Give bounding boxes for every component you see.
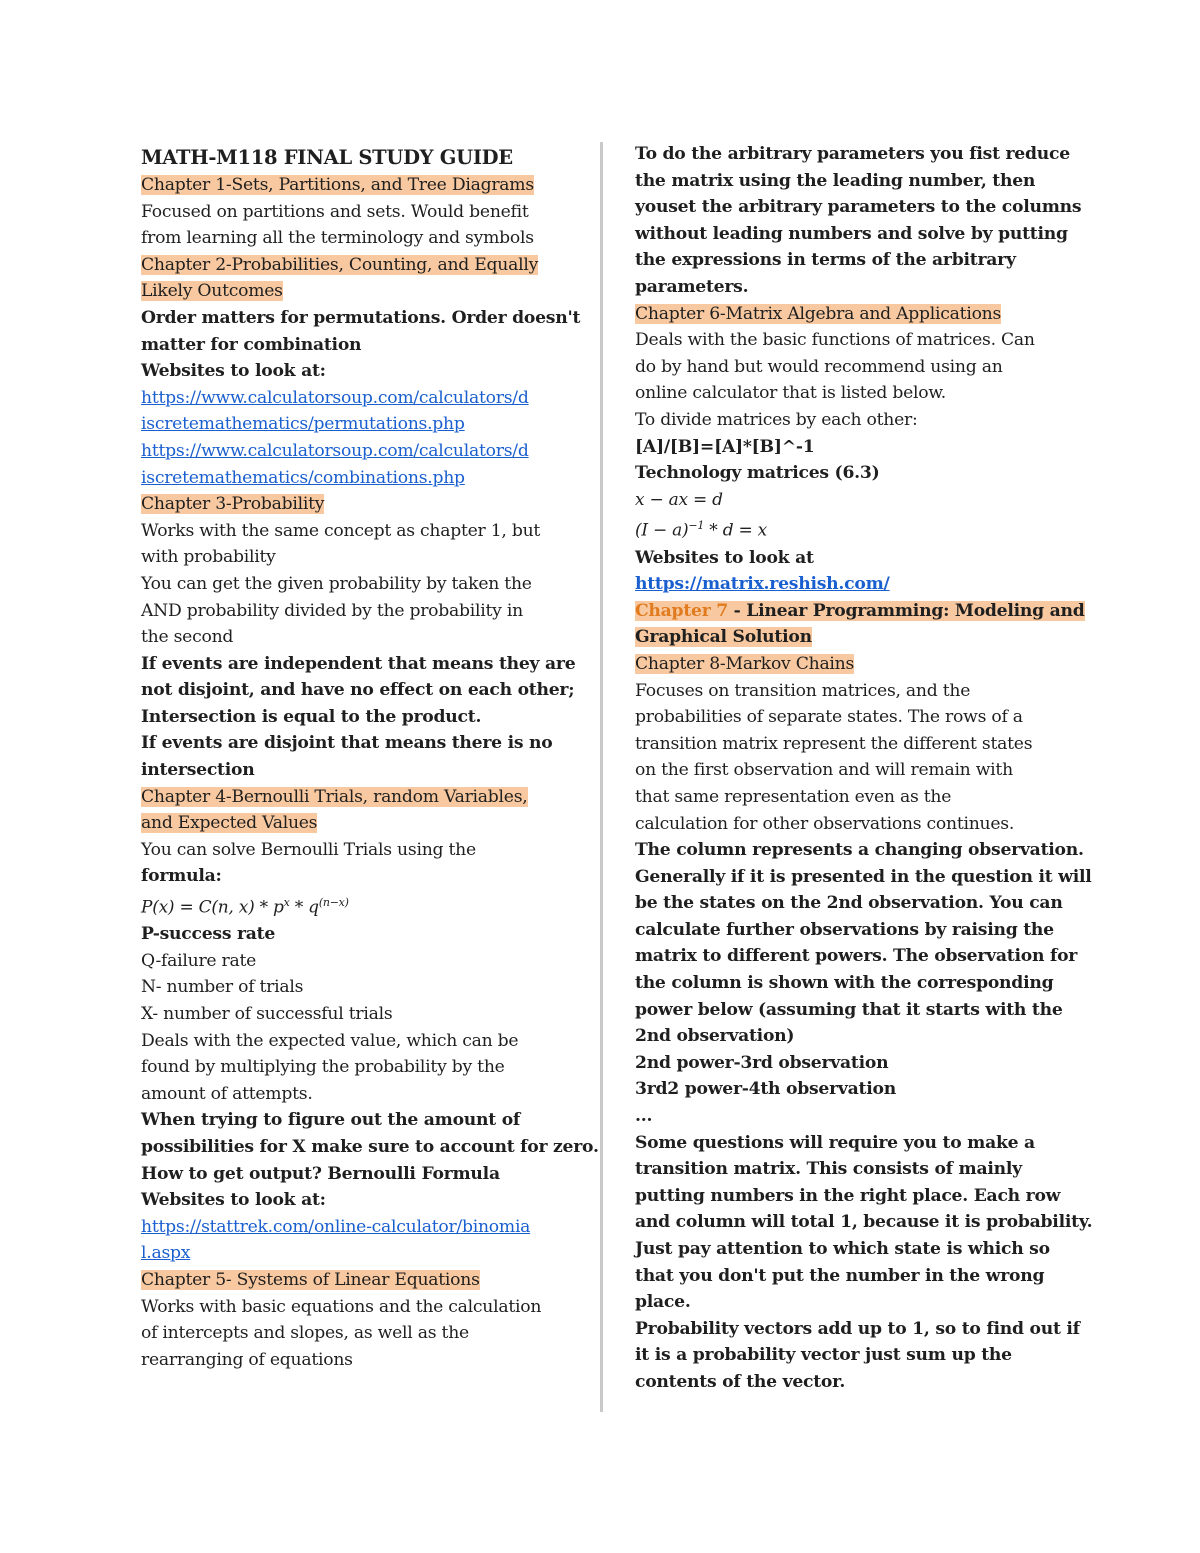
text-line: Deals with the basic functions of matrices. Can — [635, 330, 1035, 351]
document-title: MATH-M118 FINAL STUDY GUIDE — [141, 146, 513, 169]
text-line: Focused on partitions and sets. Would benefit — [141, 201, 529, 222]
text-line: calculation for other observations continues. — [635, 813, 1015, 834]
text-line: contents of the vector. — [635, 1371, 846, 1392]
chapter-7-heading-cont: Graphical Solution — [635, 627, 812, 648]
text-line: putting numbers in the right place. Each row — [635, 1185, 1061, 1206]
text-line: AND probability divided by the probability in — [141, 600, 523, 621]
text-line: Works with the same concept as chapter 1, but — [141, 520, 541, 541]
text-line: the second — [141, 627, 234, 648]
text-line: on the first observation and will remain with — [635, 760, 1013, 781]
chapter-1-heading: Chapter 1-Sets, Partitions, and Tree Diagrams — [141, 175, 534, 195]
text-line: The column represents a changing observation. — [635, 840, 1084, 861]
text-line: rearranging of equations — [141, 1349, 353, 1370]
text-line: Some questions will require you to make a — [635, 1132, 1035, 1153]
chapter-3-heading: Chapter 3-Probability — [141, 494, 325, 515]
text-line: transition matrix represent the different states — [635, 733, 1033, 754]
chapter-4-heading-cont: and Expected Values — [141, 813, 318, 834]
variable-line: X- number of successful trials — [141, 1004, 393, 1025]
chapter-5-heading: Chapter 5- Systems of Linear Equations — [141, 1270, 480, 1290]
text-line: You can get the given probability by taken the — [141, 573, 532, 594]
text-line: that you don't put the number in the wrong — [635, 1265, 1045, 1286]
text-line: Focuses on transition matrices, and the — [635, 680, 971, 701]
variable-line: P-success rate — [141, 924, 276, 945]
equation-2: $(I - a)^{-1} * d = x$ — [635, 519, 767, 541]
text-line: parameters. — [635, 276, 749, 297]
text-line: You can solve Bernoulli Trials using the — [141, 839, 476, 860]
text-line: found by multiplying the probability by the — [141, 1057, 505, 1078]
text-line: Intersection is equal to the product. — [141, 706, 482, 727]
text-line: and column will total 1, because it is probability. — [635, 1212, 1093, 1233]
text-line: How to get output? Bernoulli Formula — [141, 1163, 500, 1184]
text-line: matter for combination — [141, 334, 362, 355]
text-line: Deals with the expected value, which can be — [141, 1030, 519, 1051]
matrix-calculator-link[interactable]: https://matrix.reshish.com/ — [635, 574, 890, 595]
text-line: 3rd2 power-4th observation — [635, 1079, 896, 1100]
combinations-link-cont[interactable]: iscretemathematics/combinations.php — [141, 467, 465, 488]
text-line: To divide matrices by each other: — [635, 409, 918, 430]
combinations-link[interactable]: https://www.calculatorsoup.com/calculators/d — [141, 440, 529, 461]
chapter-2-heading: Chapter 2-Probabilities, Counting, and Equally — [141, 254, 539, 275]
text-line: Probability vectors add up to 1, so to find out if — [635, 1318, 1080, 1339]
text-line: be the states on the 2nd observation. You can — [635, 893, 1063, 914]
chapter-4-heading: Chapter 4-Bernoulli Trials, random Variables, — [141, 786, 528, 807]
text-line: intersection — [141, 760, 255, 781]
divide-formula: [A]/[B]=[A]*[B]^-1 — [635, 436, 815, 457]
permutations-link-cont[interactable]: iscretemathematics/permutations.php — [141, 414, 465, 435]
text-line: not disjoint, and have no effect on each other; — [141, 680, 575, 701]
text-line: matrix to different powers. The observation for — [635, 946, 1078, 967]
text-line: youset the arbitrary parameters to the columns — [635, 197, 1082, 218]
text-line: transition matrix. This consists of mainly — [635, 1159, 1022, 1180]
text-line: without leading numbers and solve by putting — [635, 223, 1068, 244]
text-line: from learning all the terminology and symbols — [141, 228, 534, 249]
binomial-calculator-link-cont[interactable]: l.aspx — [141, 1243, 191, 1264]
text-line: of intercepts and slopes, as well as the — [141, 1323, 469, 1344]
chapter-8-heading: Chapter 8-Markov Chains — [635, 653, 855, 674]
text-line: the column is shown with the corresponding — [635, 973, 1054, 994]
text-line: calculate further observations by raising the — [635, 919, 1054, 940]
text-line: place. — [635, 1292, 691, 1313]
text-line: it is a probability vector just sum up the — [635, 1345, 1012, 1366]
websites-label: Websites to look at — [635, 547, 814, 568]
text-line: with probability — [141, 547, 276, 568]
equation-1: x − ax = d — [635, 489, 723, 510]
chapter-7-heading: Chapter 7 - Linear Programming: Modeling and — [635, 600, 1085, 621]
text-line: Order matters for permutations. Order doesn't — [141, 307, 581, 328]
text-line: 2nd observation) — [635, 1026, 795, 1047]
text-line: the expressions in terms of the arbitrary — [635, 250, 1016, 271]
text-line: possibilities for X make sure to account for zero. — [141, 1137, 599, 1158]
column-divider — [600, 142, 603, 1412]
text-line: Just pay attention to which state is which so — [635, 1239, 1050, 1259]
text-line: When trying to figure out the amount of — [141, 1110, 521, 1131]
text-line: Generally if it is presented in the question it will — [635, 866, 1092, 887]
binomial-calculator-link[interactable]: https://stattrek.com/online-calculator/binomia — [141, 1216, 531, 1237]
permutations-link[interactable]: https://www.calculatorsoup.com/calculators/d — [141, 387, 529, 408]
text-line: power below (assuming that it starts with the — [635, 999, 1063, 1020]
variable-line: Q-failure rate — [141, 950, 257, 971]
bernoulli-formula: P(x) = C(n, $x) * p^x * q^{(n-x)}$ — [141, 896, 349, 918]
chapter-2-heading-cont: Likely Outcomes — [141, 281, 283, 302]
text-line: ... — [635, 1106, 653, 1127]
text-line: do by hand but would recommend using an — [635, 356, 1003, 377]
technology-matrices-label: Technology matrices (6.3) — [635, 463, 880, 484]
text-line: online calculator that is listed below. — [635, 383, 946, 404]
text-line: that same representation even as the — [635, 786, 952, 807]
text-line: the matrix using the leading number, then — [635, 170, 1036, 191]
websites-label: Websites to look at: — [141, 1190, 326, 1211]
text-line: Works with basic equations and the calculation — [141, 1296, 542, 1317]
websites-label: Websites to look at: — [141, 361, 326, 382]
text-line: probabilities of separate states. The rows of a — [635, 707, 1023, 728]
formula-label: formula: — [141, 866, 222, 887]
text-line: To do the arbitrary parameters you fist reduce — [635, 144, 1070, 164]
left-column — [141, 144, 599, 1373]
variable-line: N- number of trials — [141, 977, 304, 998]
text-line: If events are independent that means they are — [141, 653, 576, 674]
text-line: 2nd power-3rd observation — [635, 1052, 889, 1073]
text-line: If events are disjoint that means there is no — [141, 733, 553, 754]
right-column — [635, 141, 1093, 1396]
text-line: amount of attempts. — [141, 1083, 313, 1104]
chapter-6-heading: Chapter 6-Matrix Algebra and Applications — [635, 303, 1002, 324]
